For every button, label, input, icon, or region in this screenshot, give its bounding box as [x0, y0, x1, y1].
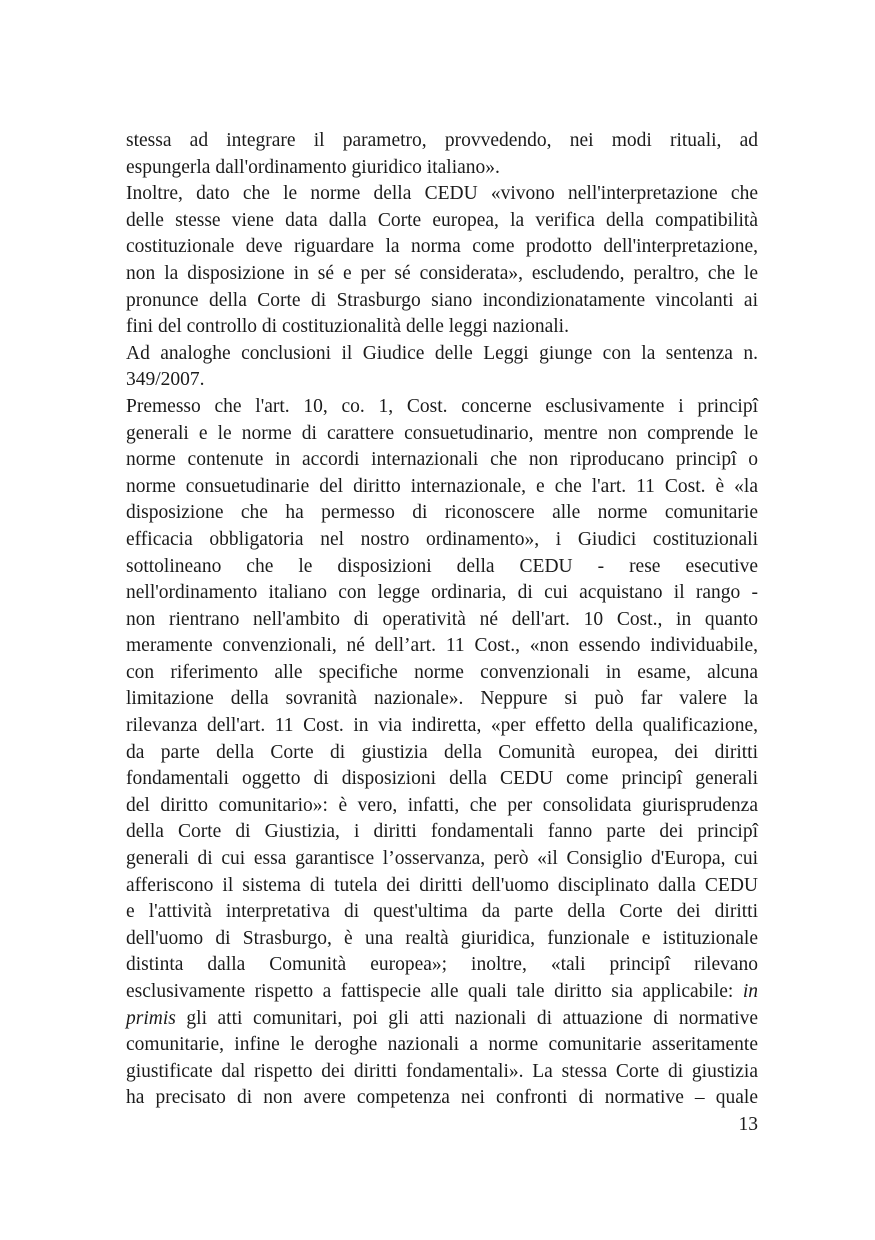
text-segment: Premesso che l'art. 10, co. 1, Cost. concerne esclusivamente i principî [126, 395, 758, 417]
text-line [126, 421, 758, 448]
text-segment: ha precisato di non avere competenza nei confronti di normative – quale [126, 1087, 758, 1109]
text-line [126, 846, 758, 873]
text-line [126, 314, 758, 341]
text-line [126, 367, 758, 394]
text-line [126, 128, 758, 155]
text-segment: comunitarie, infine le deroghe nazionali a norme comunitarie asseritamente [126, 1034, 758, 1056]
text-line [126, 234, 758, 261]
text-segment: distinta dalla Comunità europea»; inoltre, «tali principî rilevano [126, 954, 758, 976]
italic-text-segment: in [742, 981, 758, 1002]
italic-text-segment: primis [126, 1007, 176, 1029]
text-line [126, 261, 758, 288]
text-segment: espungerla dall'ordinamento giuridico italiano». [126, 156, 500, 178]
text-segment: rilevanza dell'art. 11 Cost. in via indiretta, «per effetto della qualificazione, [126, 715, 758, 737]
text-segment: gli atti comunitari, poi gli atti nazionali di attuazione di normative [175, 1007, 758, 1029]
text-segment: delle stesse viene data dalla Corte europea, la verifica della compatibilità [126, 209, 758, 231]
text-line [126, 554, 758, 581]
text-line [126, 952, 758, 979]
text-line [126, 660, 758, 687]
text-line [126, 793, 758, 820]
text-line [126, 607, 758, 634]
text-segment: stessa ad integrare il parametro, provvedendo, nei modi rituali, ad [126, 130, 758, 151]
text-segment: sottolineano che le disposizioni della CEDU - rese esecutive [126, 555, 758, 577]
text-line [126, 1006, 758, 1033]
text-segment: da parte della Corte di giustizia della Comunità europea, dei diritti [126, 741, 758, 763]
text-segment: fini del controllo di costituzionalità delle leggi nazionali. [126, 316, 569, 338]
text-line [126, 1059, 758, 1086]
text-line [126, 181, 758, 208]
text-line [126, 713, 758, 740]
text-line [126, 500, 758, 527]
text-segment: esclusivamente rispetto a fattispecie alle quali tale diritto sia applicabile: [126, 981, 743, 1002]
text-line [126, 686, 758, 713]
paragraph [126, 181, 758, 341]
text-line [126, 1085, 758, 1112]
text-line [126, 527, 758, 554]
text-line [126, 740, 758, 767]
text-line [126, 979, 758, 1006]
text-segment: meramente convenzionali, né dell’art. 11 Cost., «non essendo individuabile, [126, 635, 758, 657]
text-line [126, 288, 758, 315]
paragraph [126, 128, 758, 181]
text-segment: non rientrano nell'ambito di operatività né dell'art. 10 Cost., in quanto [126, 608, 758, 630]
text-segment: dell'uomo di Strasburgo, è una realtà giuridica, funzionale e istituzionale [126, 927, 758, 949]
paragraph [126, 341, 758, 394]
text-line [126, 899, 758, 926]
text-segment: Inoltre, dato che le norme della CEDU «vivono nell'interpretazione che [126, 183, 758, 205]
text-segment: del diritto comunitario»: è vero, infatti, che per consolidata giurisprudenza [126, 794, 758, 816]
text-segment: generali di cui essa garantisce l’osservanza, però «il Consiglio d'Europa, cui [126, 848, 758, 870]
text-line [126, 580, 758, 607]
text-segment: costituzionale deve riguardare la norma come prodotto dell'interpretazione, [126, 236, 758, 258]
text-line [126, 208, 758, 235]
text-segment: Ad analoghe conclusioni il Giudice delle Leggi giunge con la sentenza n. [126, 342, 758, 364]
paragraph [126, 394, 758, 1112]
text-segment: generali e le norme di carattere consuetudinario, mentre non comprende le [126, 422, 758, 444]
text-line [126, 394, 758, 421]
page-number: 13 [738, 1114, 758, 1135]
text-line [126, 1032, 758, 1059]
text-line [126, 926, 758, 953]
text-segment: afferiscono il sistema di tutela dei diritti dell'uomo disciplinato dalla CEDU [126, 874, 758, 896]
text-line [126, 341, 758, 368]
text-line [126, 474, 758, 501]
text-segment: norme contenute in accordi internazionali che non riproducano principî o [126, 449, 758, 471]
text-segment: fondamentali oggetto di disposizioni della CEDU come principî generali [126, 768, 758, 790]
text-segment: limitazione della sovranità nazionale». Neppure si può far valere la [126, 688, 758, 710]
text-line [126, 447, 758, 474]
text-line [126, 819, 758, 846]
text-segment: e l'attività interpretativa di quest'ultima da parte della Corte dei diritti [126, 901, 758, 923]
text-line [126, 873, 758, 900]
text-segment: giustificate dal rispetto dei diritti fondamentali». La stessa Corte di giustizia [126, 1060, 758, 1082]
text-segment: norme consuetudinarie del diritto internazionale, e che l'art. 11 Cost. è «la [126, 475, 758, 497]
text-segment: con riferimento alle specifiche norme convenzionali in esame, alcuna [126, 661, 758, 683]
text-line [126, 633, 758, 660]
body-text [126, 128, 758, 1112]
text-segment: pronunce della Corte di Strasburgo siano incondizionatamente vincolanti ai [126, 289, 758, 311]
text-segment: disposizione che ha permesso di riconoscere alle norme comunitarie [126, 502, 758, 524]
text-segment: nell'ordinamento italiano con legge ordinaria, di cui acquistano il rango - [126, 582, 758, 604]
text-line [126, 155, 758, 182]
text-line [126, 766, 758, 793]
text-segment: non la disposizione in sé e per sé considerata», escludendo, peraltro, che le [126, 262, 758, 284]
text-segment: della Corte di Giustizia, i diritti fondamentali fanno parte dei principî [126, 821, 758, 843]
text-segment: efficacia obbligatoria nel nostro ordinamento», i Giudici costituzionali [126, 528, 758, 550]
text-segment: 349/2007. [126, 369, 205, 391]
